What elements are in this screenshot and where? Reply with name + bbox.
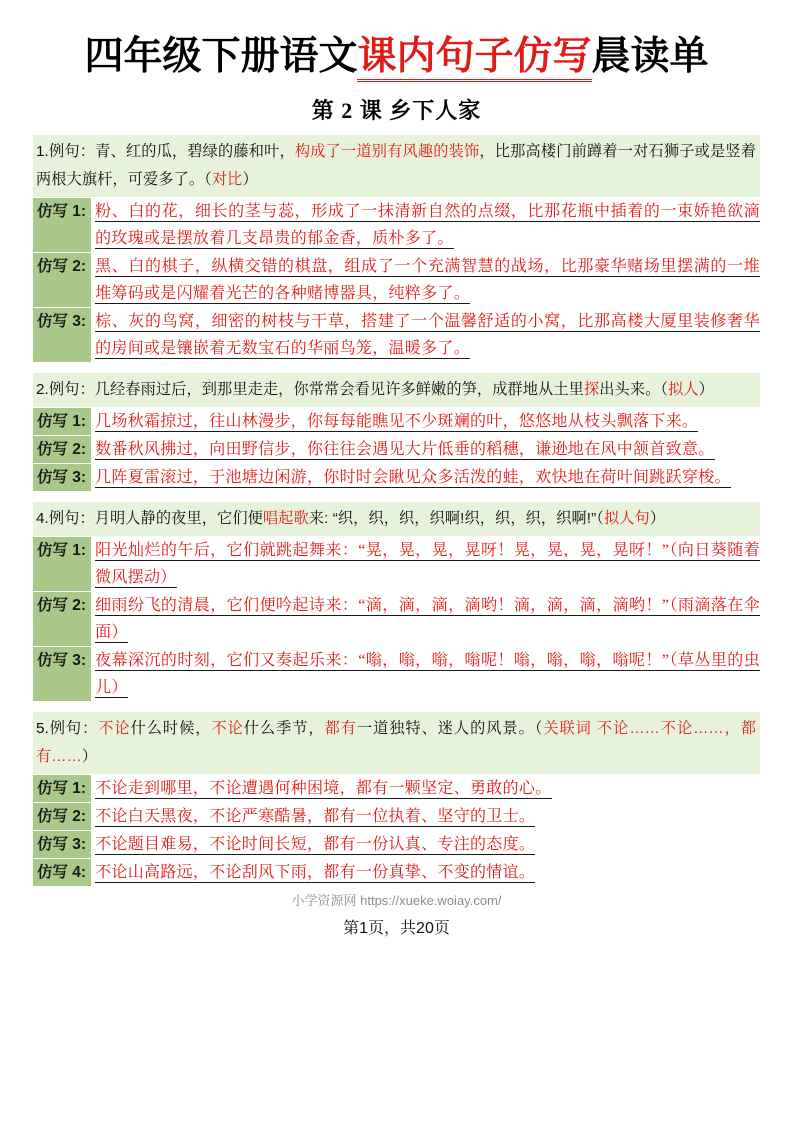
imitation-label: 仿写 3: <box>33 308 91 362</box>
example-text-part: 对比 <box>211 171 243 189</box>
example-text-part: 不论 <box>98 720 131 738</box>
example-label: 4.例句： <box>36 510 95 528</box>
example-text-part: ） <box>242 171 258 189</box>
imitation-answer[interactable] <box>91 803 760 830</box>
imitation-label: 仿写 1: <box>33 775 91 802</box>
imitation-answer-text: 不论白天黑夜，不论严寒酷暑，都有一位执着、坚守的卫士。 <box>95 808 536 826</box>
imitation-answer[interactable] <box>91 592 760 646</box>
example-text-part: 唱起歌 <box>262 510 309 528</box>
exercise-block <box>33 502 760 701</box>
imitation-row <box>33 831 760 858</box>
imitation-row <box>33 859 760 886</box>
example-text-part: 几经春雨过后，到那里走走，你常常会看见许多鲜嫩的笋，成群地从土里 <box>94 381 584 399</box>
example-text-part: 构成了一道别有风趣的装饰 <box>294 143 480 161</box>
example-sentence <box>33 135 760 197</box>
example-label: 1.例句： <box>36 143 96 161</box>
example-text-part: 拟人 <box>668 381 699 399</box>
imitation-label: 仿写 1: <box>33 537 91 591</box>
page-title <box>84 34 708 80</box>
imitation-label: 仿写 4: <box>33 859 91 886</box>
imitation-answer-text: 阳光灿烂的午后，它们就跳起舞来：“晃，晃，晃，晃呀！晃，晃，晃，晃呀！”（向日葵随着微风摆动） <box>95 542 760 587</box>
content-column <box>33 135 760 886</box>
exercise-block <box>33 373 760 491</box>
example-sentence <box>33 373 760 407</box>
example-text-part: 月明人静的夜里，它们便 <box>94 510 263 528</box>
example-text-part: 都有 <box>324 720 357 738</box>
example-text-part: ） <box>698 381 714 399</box>
block-spacer <box>33 366 760 373</box>
imitation-row <box>33 647 760 701</box>
imitation-label: 仿写 2: <box>33 436 91 463</box>
example-text-part: ） <box>81 748 98 766</box>
imitation-answer[interactable] <box>91 859 760 886</box>
imitation-answer[interactable] <box>91 198 760 252</box>
imitation-answer-text: 不论走到哪里，不论遭遇何种困境，都有一颗坚定、勇敢的心。 <box>95 780 552 798</box>
imitation-answer[interactable] <box>91 537 760 591</box>
example-sentence <box>33 502 760 536</box>
example-label: 2.例句： <box>36 381 95 399</box>
imitation-row <box>33 537 760 591</box>
example-text-part: 探 <box>583 381 600 399</box>
example-text-part: 一道独特、迷人的风景。（ <box>356 720 544 738</box>
example-text-part: 关联词 不论……不论……，都有…… <box>36 720 757 766</box>
title-segment-prefix: 四年级下册语文 <box>84 35 358 78</box>
imitation-answer-text: 不论题目难易，不论时间长短，都有一份认真、专注的态度。 <box>95 836 536 854</box>
title-segment-highlight: 课内句子仿写 <box>357 35 591 82</box>
imitation-answer[interactable] <box>91 831 760 858</box>
imitation-label: 仿写 3: <box>33 831 91 858</box>
imitation-row <box>33 592 760 646</box>
title-segment-suffix: 晨读单 <box>591 35 709 78</box>
imitation-row <box>33 198 760 252</box>
imitation-label: 仿写 1: <box>33 198 91 252</box>
imitation-answer[interactable] <box>91 647 760 701</box>
example-text-part: 不论 <box>211 720 244 738</box>
example-text-part: ，比那高楼门前蹲着一对石狮子或是竖着两根大旗杆，可爱多了。（ <box>36 143 756 189</box>
title-block <box>0 0 793 80</box>
watermark-text: 小学资源网 https://xueke.woiay.com/ <box>291 893 502 909</box>
imitation-answer-text: 细雨纷飞的清晨，它们便吟起诗来：“滴，滴，滴，滴哟！滴，滴，滴，滴哟！”（雨滴落在伞面） <box>95 597 760 642</box>
example-text-part: 来: “织，织，织，织啊!织，织，织，织啊!”（ <box>308 510 604 528</box>
imitation-answer[interactable] <box>91 253 760 307</box>
imitation-answer[interactable] <box>91 308 760 362</box>
imitation-label: 仿写 3: <box>33 647 91 701</box>
imitation-row <box>33 436 760 463</box>
exercise-block <box>33 135 760 362</box>
imitation-answer-text: 几场秋霜掠过，往山林漫步，你每每能瞧见不少斑斓的叶，悠悠地从枝头飘落下来。 <box>95 413 699 431</box>
imitation-answer-text: 粉、白的花，细长的茎与蕊，形成了一抹清新自然的点缀，比那花瓶中插着的一束娇艳欲滴的玫瑰或是摆放着几支昂贵的郁金香，质朴多了。 <box>95 203 760 248</box>
imitation-label: 仿写 2: <box>33 253 91 307</box>
imitation-row <box>33 308 760 362</box>
imitation-label: 仿写 2: <box>33 592 91 646</box>
imitation-row <box>33 803 760 830</box>
example-text-part: 拟人句 <box>603 510 650 528</box>
imitation-answer-text: 几阵夏雷滚过，于池塘边闲游，你时时会瞅见众多活泼的蛙，欢快地在荷叶间跳跃穿梭。 <box>95 469 731 487</box>
imitation-answer-text: 黑、白的棋子，纵横交错的棋盘，组成了一个充满智慧的战场，比那豪华赌场里摆满的一堆堆筹码或是闪耀着光芒的各种赌博器具，纯粹多了。 <box>95 258 760 303</box>
imitation-row <box>33 408 760 435</box>
imitation-answer[interactable] <box>91 408 760 435</box>
block-spacer <box>33 495 760 502</box>
example-text-part: ） <box>649 510 666 528</box>
imitation-label: 仿写 2: <box>33 803 91 830</box>
imitation-label: 仿写 1: <box>33 408 91 435</box>
imitation-answer[interactable] <box>91 436 760 463</box>
example-text-part: 什么时候， <box>130 720 212 738</box>
example-text-part: 出头来。（ <box>599 381 669 399</box>
imitation-answer[interactable] <box>91 464 760 491</box>
imitation-row <box>33 464 760 491</box>
imitation-row <box>33 253 760 307</box>
page-number: 第1页，共20页 <box>343 920 450 938</box>
example-label: 5.例句： <box>36 720 99 738</box>
example-text-part: 青、红的瓜，碧绿的藤和叶， <box>95 143 295 161</box>
example-sentence <box>33 712 760 774</box>
imitation-answer-text: 棕、灰的鸟窝，细密的树枝与干草，搭建了一个温馨舒适的小窝，比那高楼大厦里装修奢华的房间或是镶嵌着无数宝石的华丽鸟笼，温暖多了。 <box>95 313 760 358</box>
imitation-answer-text: 数番秋风拂过，向田野信步，你往往会遇见大片低垂的稻穗，谦逊地在风中颔首致意。 <box>95 441 715 459</box>
example-text-part: 什么季节， <box>243 720 325 738</box>
imitation-row <box>33 775 760 802</box>
imitation-answer-text: 不论山高路远，不论刮风下雨，都有一份真挚、不变的情谊。 <box>95 864 536 882</box>
imitation-label: 仿写 3: <box>33 464 91 491</box>
imitation-answer-text: 夜幕深沉的时刻，它们又奏起乐来：“嗡，嗡，嗡，嗡呢！嗡，嗡，嗡，嗡呢！”（草丛里的虫儿） <box>95 652 760 697</box>
lesson-subtitle: 第 2 课 乡下人家 <box>311 98 482 124</box>
block-spacer <box>33 705 760 712</box>
imitation-answer[interactable] <box>91 775 760 802</box>
exercise-block <box>33 712 760 886</box>
